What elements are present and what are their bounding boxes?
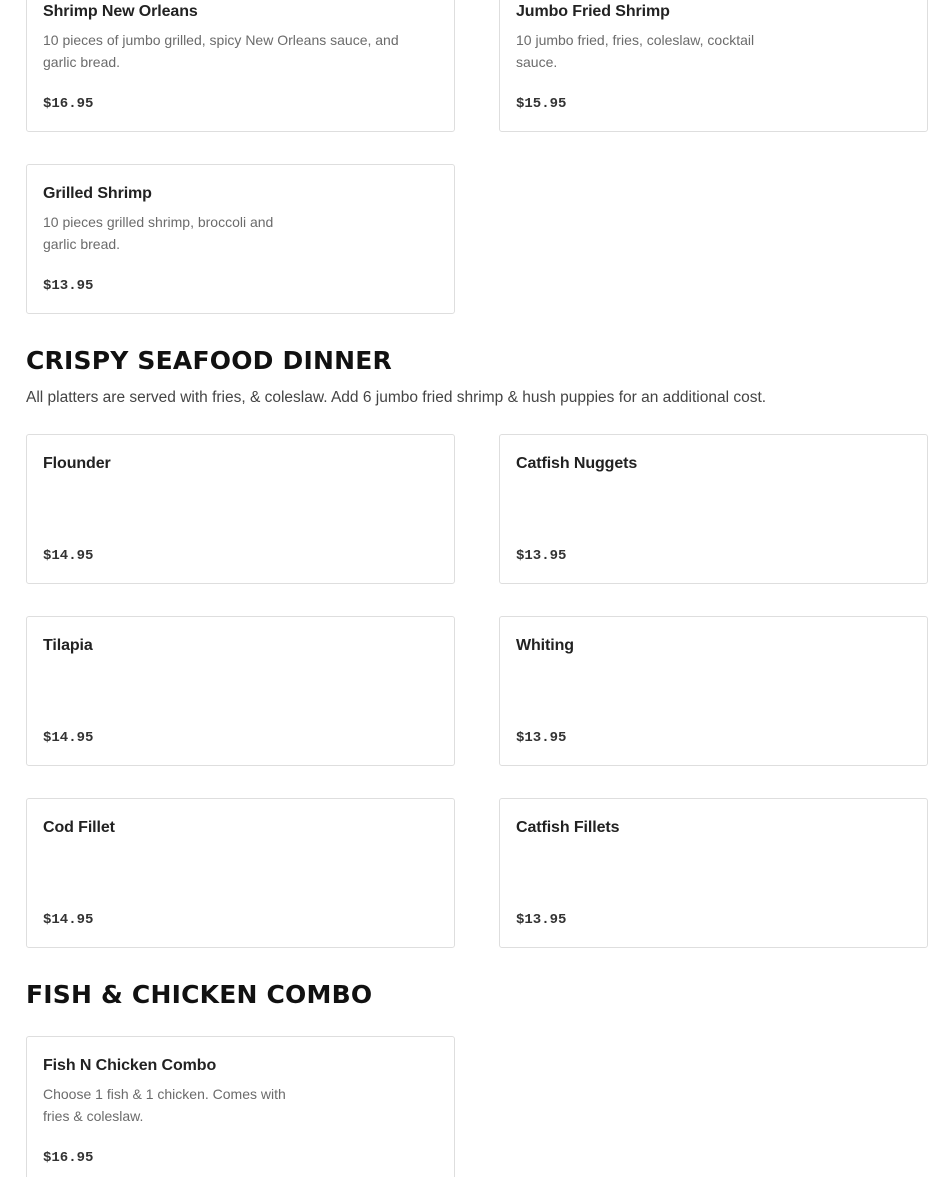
item-name: Shrimp New Orleans bbox=[43, 3, 198, 20]
item-price: $16.95 bbox=[43, 96, 94, 112]
item-price: $14.95 bbox=[43, 548, 94, 564]
menu-item-card[interactable] bbox=[499, 434, 928, 584]
item-price: $13.95 bbox=[43, 278, 94, 294]
item-name: Catfish Nuggets bbox=[516, 455, 638, 472]
item-name: Tilapia bbox=[43, 637, 93, 654]
item-description: 10 pieces of jumbo grilled, spicy New Orleans sauce, and garlic bread. bbox=[43, 32, 399, 70]
menu-item-card[interactable] bbox=[26, 434, 455, 584]
item-price: $16.95 bbox=[43, 1150, 94, 1166]
section-title: FISH & CHICKEN COMBO bbox=[26, 980, 373, 1009]
item-price: $13.95 bbox=[516, 730, 567, 746]
menu-item-card[interactable] bbox=[26, 616, 455, 766]
item-name: Catfish Fillets bbox=[516, 819, 620, 836]
item-name: Jumbo Fried Shrimp bbox=[516, 3, 670, 20]
item-name: Whiting bbox=[516, 637, 574, 654]
item-name: Flounder bbox=[43, 455, 111, 472]
item-description: Choose 1 fish & 1 chicken. Comes with fries & coleslaw. bbox=[43, 1086, 286, 1124]
menu-item-card[interactable] bbox=[26, 1036, 455, 1177]
item-price: $14.95 bbox=[43, 912, 94, 928]
menu-item-card[interactable] bbox=[499, 616, 928, 766]
item-price: $13.95 bbox=[516, 912, 567, 928]
item-description: 10 jumbo fried, fries, coleslaw, cocktail sauce. bbox=[516, 32, 755, 70]
section-title: CRISPY SEAFOOD DINNER bbox=[26, 346, 392, 375]
item-name: Cod Fillet bbox=[43, 819, 115, 836]
menu-item-card[interactable] bbox=[26, 798, 455, 948]
menu-item-card[interactable] bbox=[499, 798, 928, 948]
item-price: $15.95 bbox=[516, 96, 567, 112]
item-name: Grilled Shrimp bbox=[43, 185, 152, 202]
item-name: Fish N Chicken Combo bbox=[43, 1057, 217, 1074]
item-price: $14.95 bbox=[43, 730, 94, 746]
section-description: All platters are served with fries, & coleslaw. Add 6 jumbo fried shrimp & hush puppies for an additional cost. bbox=[26, 389, 767, 406]
item-price: $13.95 bbox=[516, 548, 567, 564]
menu-item-card[interactable] bbox=[499, 0, 928, 132]
menu-item-card[interactable] bbox=[26, 164, 455, 314]
menu-item-card[interactable] bbox=[26, 0, 455, 132]
item-description: 10 pieces grilled shrimp, broccoli and garlic bread. bbox=[43, 214, 274, 252]
